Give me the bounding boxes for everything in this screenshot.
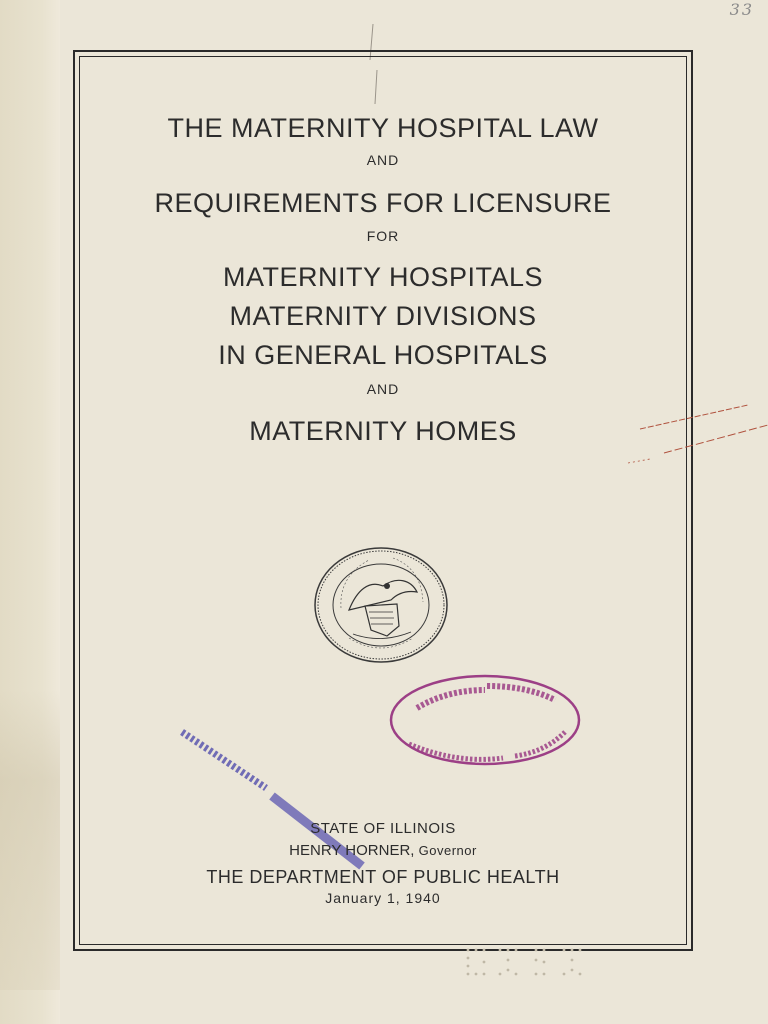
perforation-mark: [460, 942, 590, 982]
governor-line: [79, 840, 687, 862]
title-line-6: MATERNITY HOMES: [249, 416, 517, 446]
title-and-2: AND: [366, 381, 400, 397]
title-line-4: MATERNITY DIVISIONS: [229, 301, 537, 331]
governor-title: Governor: [418, 843, 477, 858]
library-stamp-icon: [387, 672, 583, 768]
page-number: 33: [729, 0, 754, 19]
state-name: STATE OF ILLINOIS: [310, 820, 456, 837]
title-line-5: IN GENERAL HOSPITALS: [218, 340, 548, 370]
state-seal-icon: [313, 546, 449, 664]
title-line-2: REQUIREMENTS FOR LICENSURE: [154, 188, 612, 218]
title-line-1: THE MATERNITY HOSPITAL LAW: [167, 113, 599, 143]
red-pencil-marks: [620, 395, 768, 470]
binding-stain: [0, 690, 60, 990]
title-for: FOR: [366, 228, 400, 244]
title-and-1: AND: [366, 152, 400, 168]
department-name: THE DEPARTMENT OF PUBLIC HEALTH: [206, 867, 560, 887]
governor-name: HENRY HORNER,: [289, 842, 415, 859]
publication-date: January 1, 1940: [325, 890, 441, 906]
title-line-3: MATERNITY HOSPITALS: [222, 262, 544, 292]
